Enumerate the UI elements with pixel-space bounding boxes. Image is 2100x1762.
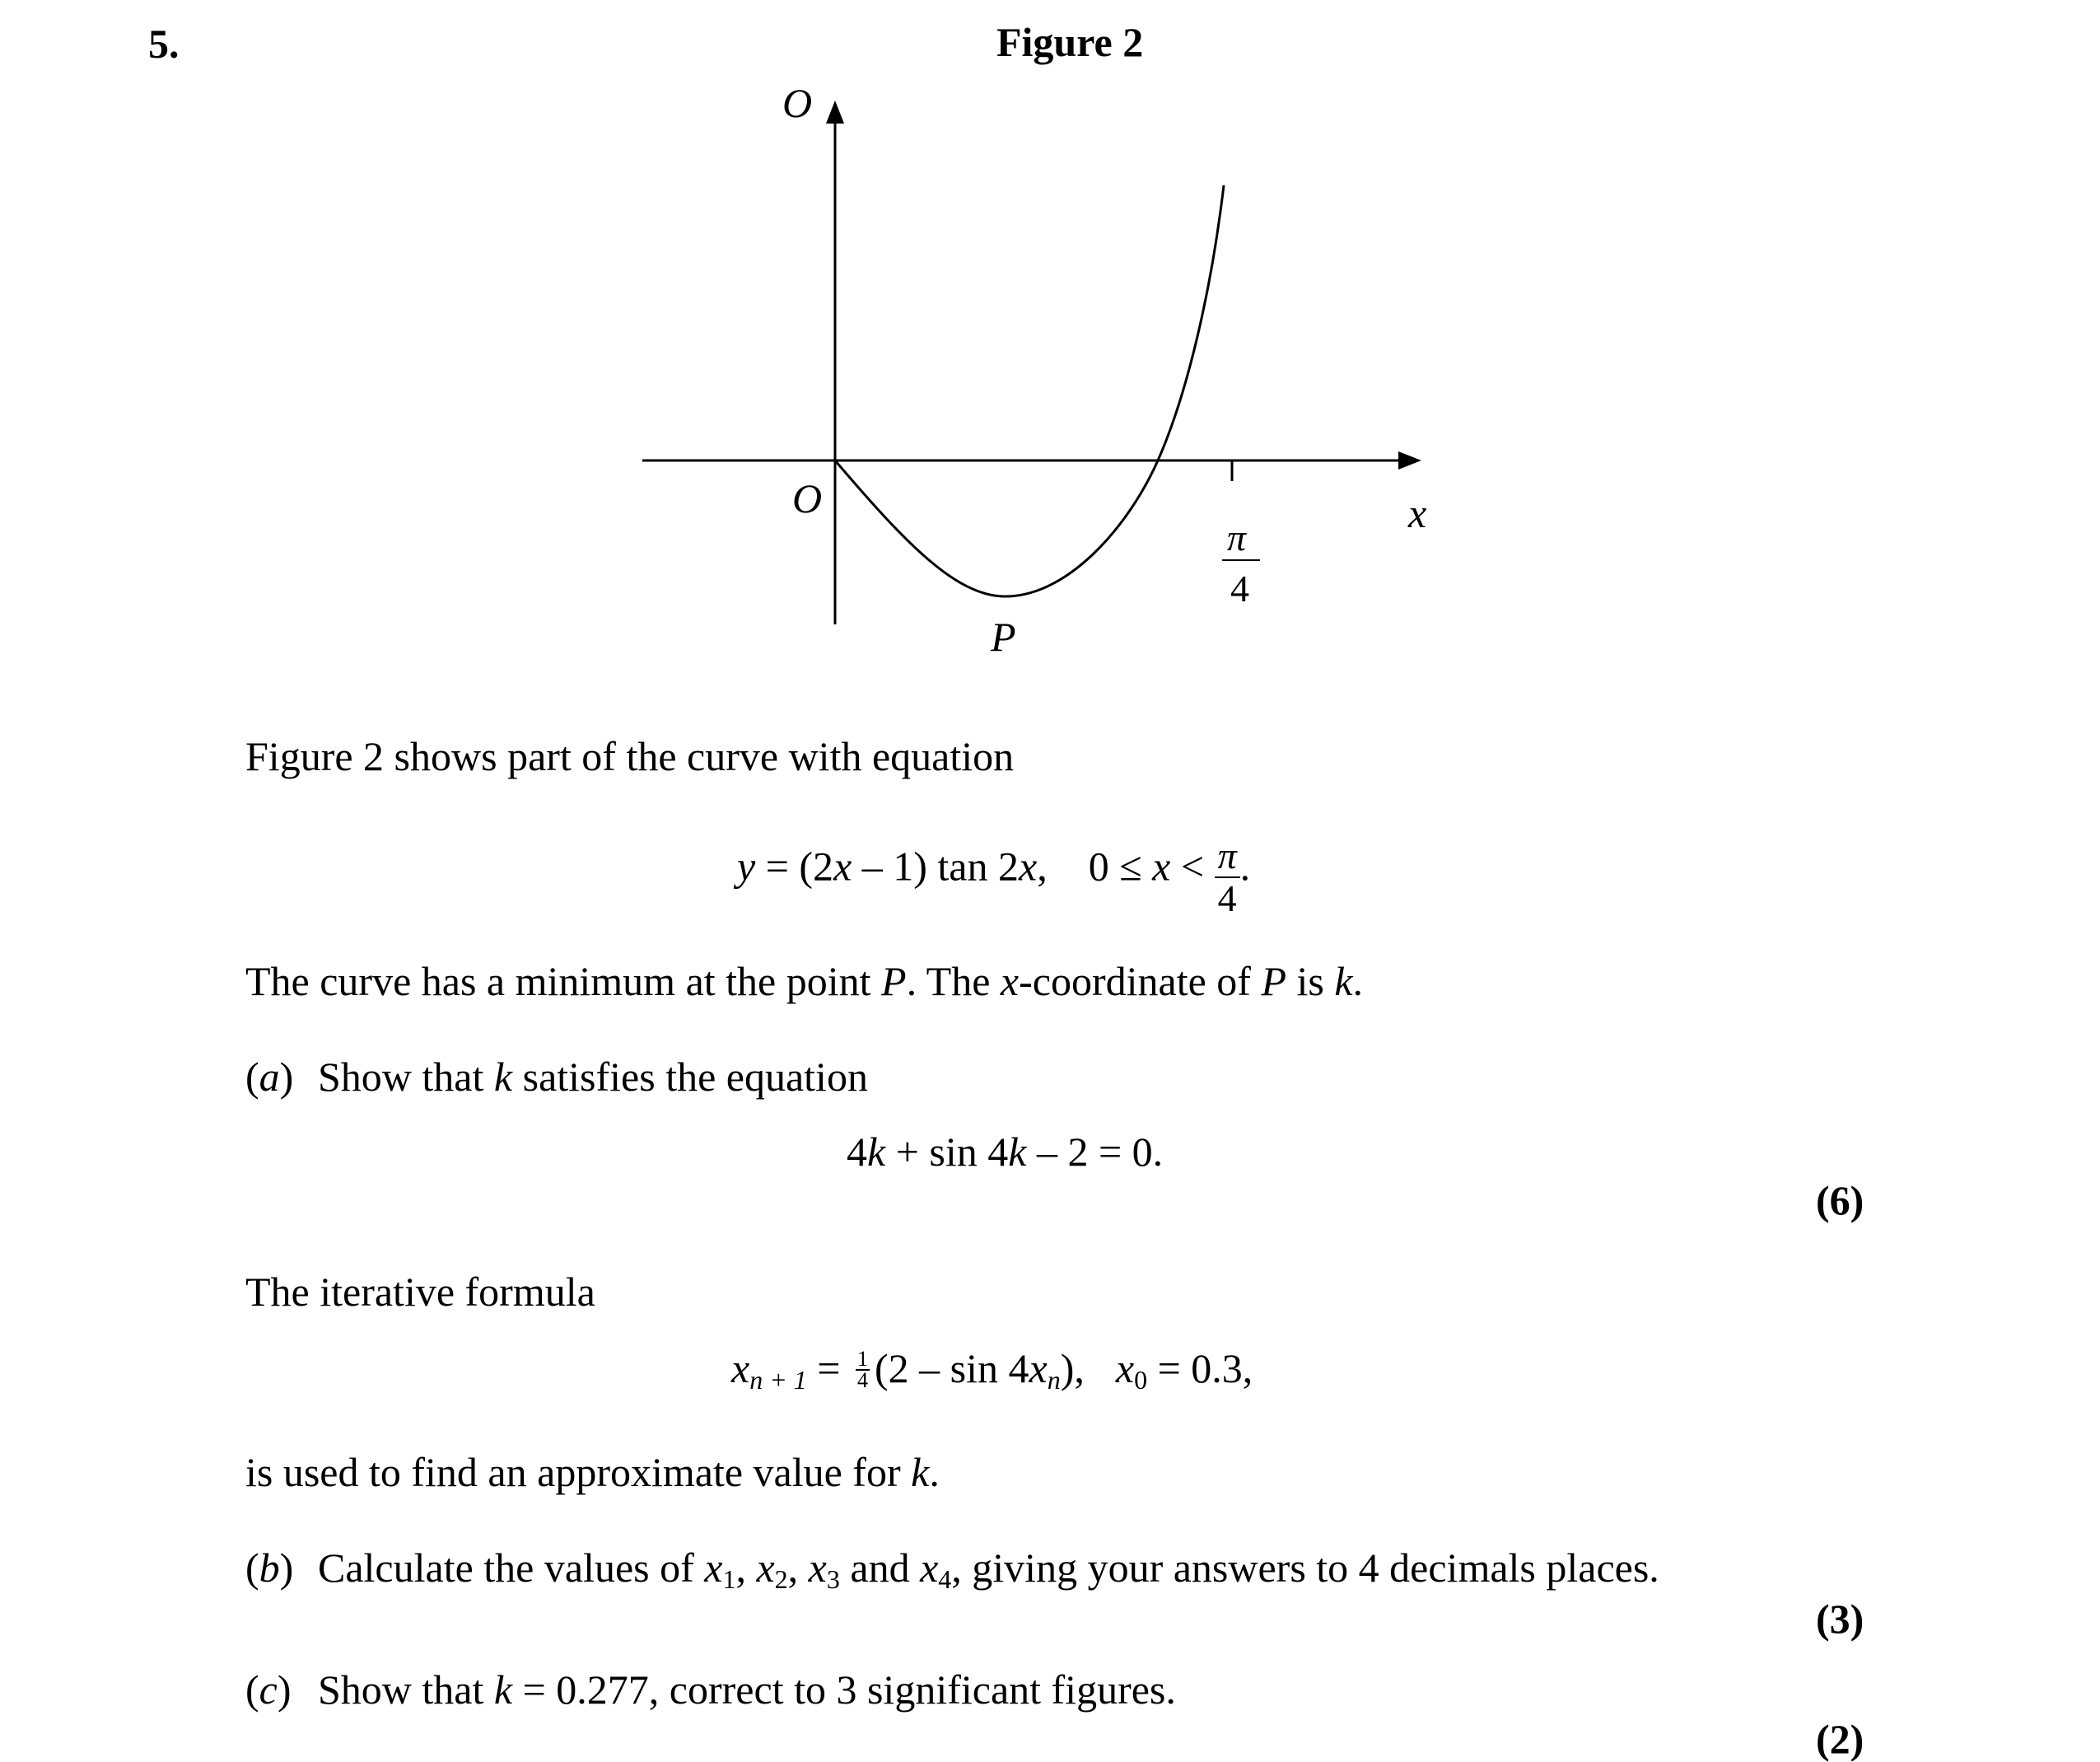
curve-equation: y = (2x – 1) tan 2x, 0 ≤ x < $\frac{\pi}{4}$ . <box>737 834 1251 919</box>
figure-2-graph <box>0 0 2100 741</box>
approx-text: is used to find an approximate value for k. <box>245 1449 940 1495</box>
part-c-text: Show that k = 0.277, correct to 3 significant figures. <box>318 1666 1176 1713</box>
one-quarter-fraction: $\frac{1}{4}$ <box>857 1346 868 1392</box>
intro-text: Figure 2 shows part of the curve with equation <box>245 733 1015 779</box>
x-tick-label-denominator: 4 <box>1230 568 1249 610</box>
pi-over-4-fraction: $\frac{\pi}{4}$ <box>1215 835 1240 919</box>
figure-title: Figure 2 <box>996 19 1144 65</box>
part-c-label: (c) <box>245 1666 292 1713</box>
part-b-text: Calculate the values of $x_1$, $x_2$, $x_3$ and $x_4$, giving your answers to 4 decimals places. <box>318 1545 1659 1594</box>
curve <box>835 185 1224 596</box>
min-point-label: P <box>991 614 1016 660</box>
iterative-intro: The iterative formula <box>245 1269 595 1315</box>
question-number: 5. <box>148 21 180 67</box>
part-a-label: (a) <box>245 1054 294 1100</box>
part-a-equation: 4k + sin 4k – 2 = 0. <box>847 1129 1164 1175</box>
origin-label: O <box>792 475 823 521</box>
part-b-marks: (3) <box>1816 1596 1864 1642</box>
y-axis-label: O <box>782 80 813 126</box>
x-axis-label: x <box>1408 490 1427 536</box>
iterative-formula: $x_{n + 1}$ = $\frac{1}{4}$ $(2 - \sin 4x_n)$, $x_0 = 0.3$, <box>731 1345 1253 1395</box>
part-b-label: (b) <box>245 1545 294 1591</box>
x-axis-arrowhead <box>1398 451 1421 470</box>
y-axis-arrowhead <box>826 100 844 124</box>
minimum-statement: The curve has a minimum at the point P. The x-coordinate of P is k. <box>245 958 1364 1004</box>
part-a-text: Show that k satisfies the equation <box>318 1054 868 1100</box>
part-a-marks: (6) <box>1816 1177 1864 1223</box>
part-c-marks: (2) <box>1816 1716 1864 1762</box>
x-tick-label-numerator: π <box>1227 516 1247 559</box>
